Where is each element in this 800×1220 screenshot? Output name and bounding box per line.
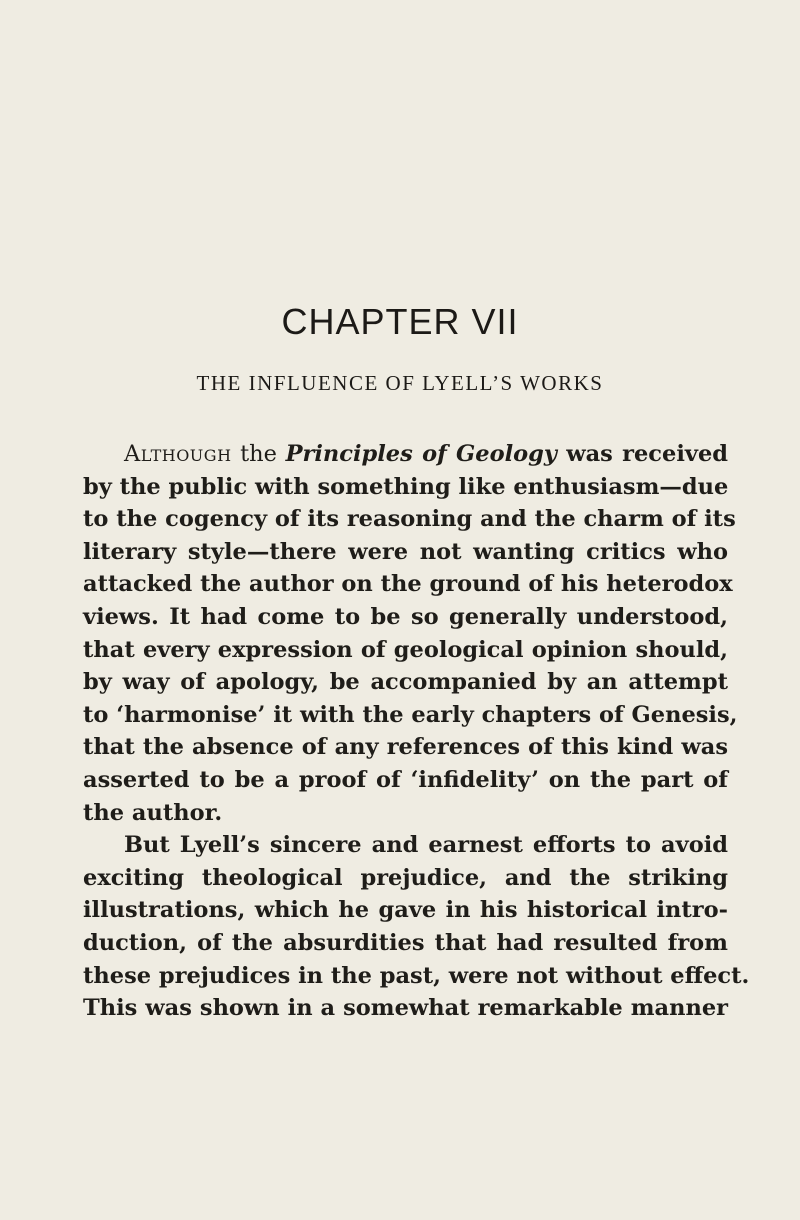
paragraph-2-line: But Lyell’s sincere and earnest efforts to avoid bbox=[124, 832, 728, 859]
paragraph-2-line: these prejudices in the past, were not without effect. bbox=[83, 962, 750, 989]
paragraph-1-line: by the public with something like enthusiasm—due bbox=[83, 473, 729, 500]
chapter-heading: CHAPTER VII bbox=[281, 301, 519, 342]
paragraph-2-line: exciting theological prejudice, and the striking bbox=[83, 864, 728, 891]
paragraph-2-line: illustrations, which he gave in his historical intro- bbox=[83, 897, 728, 924]
paragraph-1-line: views. It had come to be so generally understood, bbox=[83, 603, 728, 630]
opening-word: Although bbox=[124, 441, 232, 467]
paragraph-1-line: that the absence of any references of this kind was bbox=[83, 734, 728, 761]
paragraph-1-line: the author. bbox=[83, 799, 223, 826]
paragraph-1-line: attacked the author on the ground of his heterodox bbox=[83, 571, 733, 598]
paragraph-1-line: to the cogency of its reasoning and the charm of its bbox=[83, 506, 736, 533]
paragraph-2-line: duction, of the absurdities that had resulted from bbox=[83, 929, 728, 956]
chapter-subtitle: THE INFLUENCE OF LYELL’S WORKS bbox=[196, 371, 604, 395]
paragraph-1-line: literary style—there were not wanting critics who bbox=[83, 538, 728, 565]
paragraph-1-line-1 bbox=[83, 438, 728, 471]
opening-article: the bbox=[231, 441, 286, 467]
book-title: Principles of Geology bbox=[285, 441, 557, 467]
chapter-body bbox=[83, 438, 750, 1025]
opening-line-rest: was received bbox=[556, 441, 728, 467]
paragraph-1-line: asserted to be a proof of ‘infidelity’ on the part of bbox=[83, 766, 728, 793]
paragraph-1-line: by way of apology, be accompanied by an attempt bbox=[83, 669, 728, 696]
paragraph-2-line: This was shown in a somewhat remarkable manner bbox=[83, 995, 728, 1022]
paragraph-1-line: that every expression of geological opinion should, bbox=[83, 636, 728, 663]
paragraph-1-line: to ‘harmonise’ it with the early chapters of Genesis, bbox=[83, 701, 738, 728]
